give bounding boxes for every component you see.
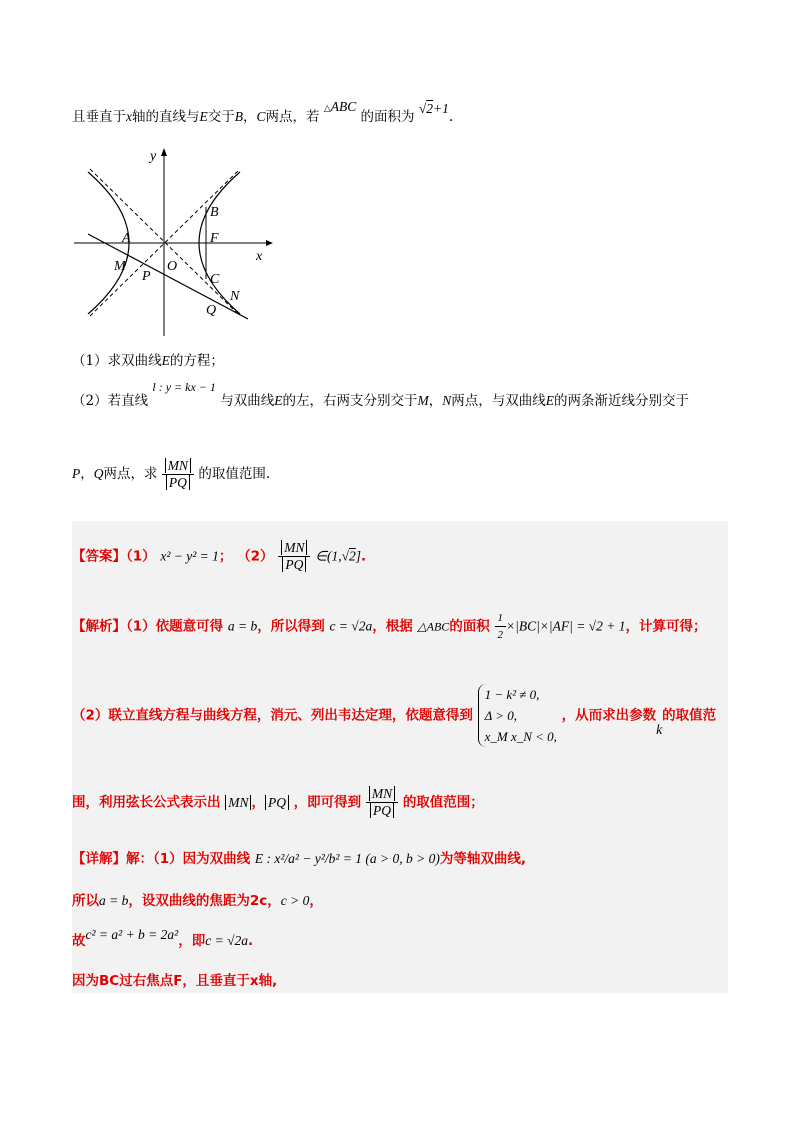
question-2: （2）若直线 l : y = kx − 1 与双曲线E的左，右两支分别交于M，N两点，与双曲线E的两条渐近线分别交于: [72, 380, 689, 409]
detail-line-1: 【详解】解：（1）因为双曲线 E : x²/a² − y²/b² = 1 (a > 0, b > 0)为等轴双曲线,: [72, 851, 526, 867]
analysis-line-1: 【解析】（1）依题意可得 a = b，所以得到 c = √2a，根据 △ABC的面积 $\frac{1}{2}$ ×|BC|×|AF| = √2 + 1，计算可得；: [72, 612, 707, 641]
detail-line-2: 所以a = b，设双曲线的焦距为2c，c > 0，: [72, 893, 323, 909]
label-Q: Q: [206, 303, 217, 318]
detail-line-3: 故c² = a² + b = 2a²，即c = √2a.: [72, 927, 254, 949]
question-1: （1）求双曲线E的方程；: [72, 353, 224, 369]
label-B: B: [210, 205, 219, 220]
analysis-line-2: （2）联立直线方程与曲线方程，消元、列出韦达定理，依题意得到 1 − k² ≠ 0, Δ > 0, x_M x_N < 0, ，从而求出参数k的取值范: [72, 684, 716, 747]
label-C: C: [210, 272, 220, 287]
label-N: N: [230, 289, 240, 304]
detail-line-4: 因为BC过右焦点F，且垂直于x轴,: [72, 973, 278, 989]
analysis-line-3: 围，利用弦长公式表示出 MN ， PQ ，即可得到 $\frac{MN}{PQ}$ 的取值范围；: [72, 786, 484, 818]
problem-intro: 且垂直于x轴的直线与E交于B，C两点，若 △ABC 的面积为 √2+1.: [72, 99, 454, 125]
label-O: O: [167, 259, 178, 274]
equation-system: 1 − k² ≠ 0, Δ > 0, x_M x_N < 0,: [478, 684, 557, 747]
hyperbola-figure: [70, 144, 290, 344]
label-M: M: [114, 259, 126, 274]
label-A: A: [122, 231, 131, 246]
label-P: P: [142, 269, 151, 284]
solution-panel: [72, 521, 728, 993]
label-y: y: [150, 149, 157, 164]
answer-line: 【答案】（1） x² − y² = 1； （2） $\frac{MN}{PQ}$ ∈(1,√2].: [72, 540, 367, 572]
label-x: x: [256, 249, 263, 264]
question-2-cont: P，Q两点，求 $\frac{MN}{PQ}$ 的取值范围.: [72, 458, 271, 490]
label-F: F: [210, 231, 219, 246]
